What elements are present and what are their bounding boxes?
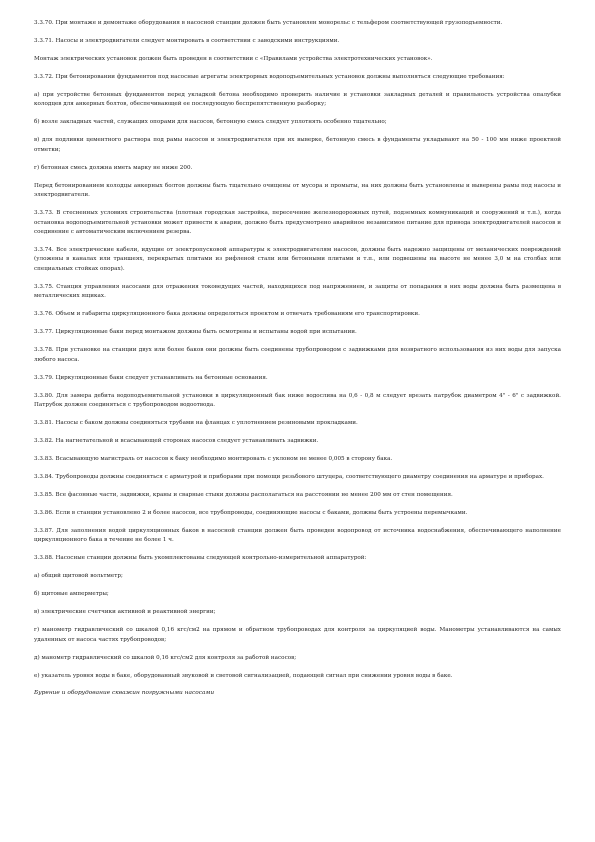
list-item-g-concrete-grade: г) бетонная смесь должна иметь марку не ниже 200. — [34, 164, 193, 171]
list-item-g-manometer-circulation: г) манометр гидравлический со шкалой 0,16 кгс/см2 на прямом и обратном трубопроводах для контроля за циркуляцией воды. Манометры устанавливаются на самых удаленных от насоса частях трубопроводов; — [34, 627, 561, 643]
list-item-a-voltmeter: а) общий щитовой вольтметр; — [34, 573, 123, 580]
paragraph-3-3-70: 3.3.70. При монтаже и демонтаже оборудования в насосной станции должен быть установлен монорельс с тельфером соответствующей грузоподъемности. — [34, 20, 503, 26]
paragraph-3-3-74: 3.3.74. Все электрические кабели, идущие от электропусковой аппаратуры к электродвигателям насосов, должны быть надежно защищены от механических повреждений (уложены в каналах или траншеях, перекрытых плитами из рифленой стали или бетонными плитами и т.п., или подвешены на высоте не менее 3,0 м на столбах или специальных стойках опорах). — [34, 247, 561, 272]
paragraph-3-3-86: 3.3.86. Если в станции установлено 2 и более насосов, все трубопроводы, соединяющие насосы с баками, должны быть устроены перемычками. — [34, 510, 468, 517]
section-heading: Бурение и оборудование скважин погружными насосами — [34, 690, 215, 697]
paragraph-3-3-71: 3.3.71. Насосы и электродвигатели следует монтировать в соответствии с заводскими инструкциями. — [34, 38, 340, 44]
paragraph-3-3-84: 3.3.84. Трубопроводы должны соединяться с арматурой и приборами при помощи резьбового штуцера, соответствующего диаметру соединения на арматуре и приборах. — [34, 474, 544, 481]
paragraph-3-3-85: 3.3.85. Все фасонные части, задвижки, краны и сварные стыки должны располагаться на расстоянии не менее 200 мм от стен помещения. — [34, 492, 453, 499]
list-item-b-ammeters: б) щитовые амперметры; — [34, 591, 109, 598]
paragraph-3-3-79: 3.3.79. Циркуляционные баки следует устанавливать на бетонные основания. — [34, 374, 268, 381]
paragraph-3-3-76: 3.3.76. Объем и габариты циркуляционного бака должны определяться проектом и отвечать требованиям его транспортировки. — [34, 311, 420, 318]
paragraph-3-3-77: 3.3.77. Циркуляционные баки перед монтажом должны быть осмотрены и испытаны водой при испытании. — [34, 329, 357, 336]
paragraph-3-3-81: 3.3.81. Насосы с баком должны соединяться трубами на фланцах с уплотнением резиновыми прокладками. — [34, 420, 358, 427]
paragraph-3-3-75: 3.3.75. Станция управления насосами для отражения токоведущих частей, находящихся под напряжением, и защиты от попадания в них воды должна быть размещена в металлических ящиках. — [34, 283, 561, 300]
list-item-d-manometer-pumps: д) манометр гидравлический со шкалой 0,16 кгс/см2 для контроля за работой насосов; — [34, 654, 297, 661]
paragraph-3-3-83: 3.3.83. Всасывающую магистраль от насосов к баку необходимо монтировать с уклоном не менее 0,005 в сторону бака. — [34, 456, 393, 463]
paragraph-anchor-wells: Перед бетонированием колодцы анкерных болтов должны быть тщательно очищены от мусора и промыты, на них должны быть установлены и выверены рамы под насосы и электродвигатели. — [34, 182, 561, 199]
paragraph-3-3-80: 3.3.80. Для замера дебита водоподъемительной установки в циркуляционный бак ниже водослива на 0,6 - 0,8 м следует врезать патрубок диаметром 4" - 6" с задвижкой. Патрубок должен соединяться с трубопроводом водоотвода. — [34, 392, 561, 409]
list-item-e-level-indicator: е) указатель уровня воды в баке, оборудованный звуковой и световой сигнализацией, подающей сигнал при снижении уровня воды в баке. — [34, 672, 453, 679]
list-item-v-grout: в) для подливки цементного раствора под рамы насосов и электродвигателя при их выверке, бетонную смесь в фундаменты укладывают на 50 - 100 мм ниже проектной отметки; — [34, 137, 561, 153]
paragraph-3-3-73: 3.3.73. В стесненных условиях строительства (плотная городская застройка, пересечение железнодорожных путей, подземных коммуникаций и сооружений и т.п.), когда остановка водоподъемительной установки может привести к аварии, должно быть предусмотрено аварийное независимое питание для привода электродвигателей насосов и соединение с автоматическим включением резерва. — [34, 210, 561, 236]
list-item-a-foundations: а) при устройстве бетонных фундаментов перед укладкой бетона необходимо проверить наличие и установки закладных деталей и правильность устройства опалубки колодцев для анкерных болтов, обеспечивающей ее последующую беспрепятственную разборку; — [34, 92, 561, 108]
paragraph-3-3-72: 3.3.72. При бетонировании фундаментов под насосные агрегаты электрорвых водоподъемительных установок должны выполняться следующие требования: — [34, 74, 505, 80]
paragraph-3-3-82: 3.3.82. На нагнетательной и всасывающей сторонах насосов следует устанавливать задвижки. — [34, 438, 319, 445]
list-item-b-embedded-parts: б) возле закладных частей, служащих опорами для насосов, бетонную смесь следует уплотнять особенно тщательно; — [34, 119, 387, 126]
list-item-v-energy-meters: в) электрические счетчики активной и реактивной энергии; — [34, 609, 216, 616]
paragraph-electrical-installation: Монтаж электрических установок должен быть проведен в соответствии с «Правилами устройства электротехнических установок». — [34, 56, 433, 62]
paragraph-3-3-88: 3.3.88. Насосные станции должны быть укомплектованы следующей контрольно-измерительной аппаратурой: — [34, 555, 367, 562]
paragraph-3-3-78: 3.3.78. При установке на станции двух или более баков они должны быть соединены трубопроводом с задвижками для возвратного использования из них воды для запуска любого насоса. — [34, 347, 561, 363]
paragraph-3-3-87: 3.3.87. Для заполнения водой циркуляционных баков в насосной станции должен быть проведен водопровод от источника водоснабжения, обеспечивающего наполнение циркуляционного бака в течение не более 1 ч. — [34, 528, 561, 544]
